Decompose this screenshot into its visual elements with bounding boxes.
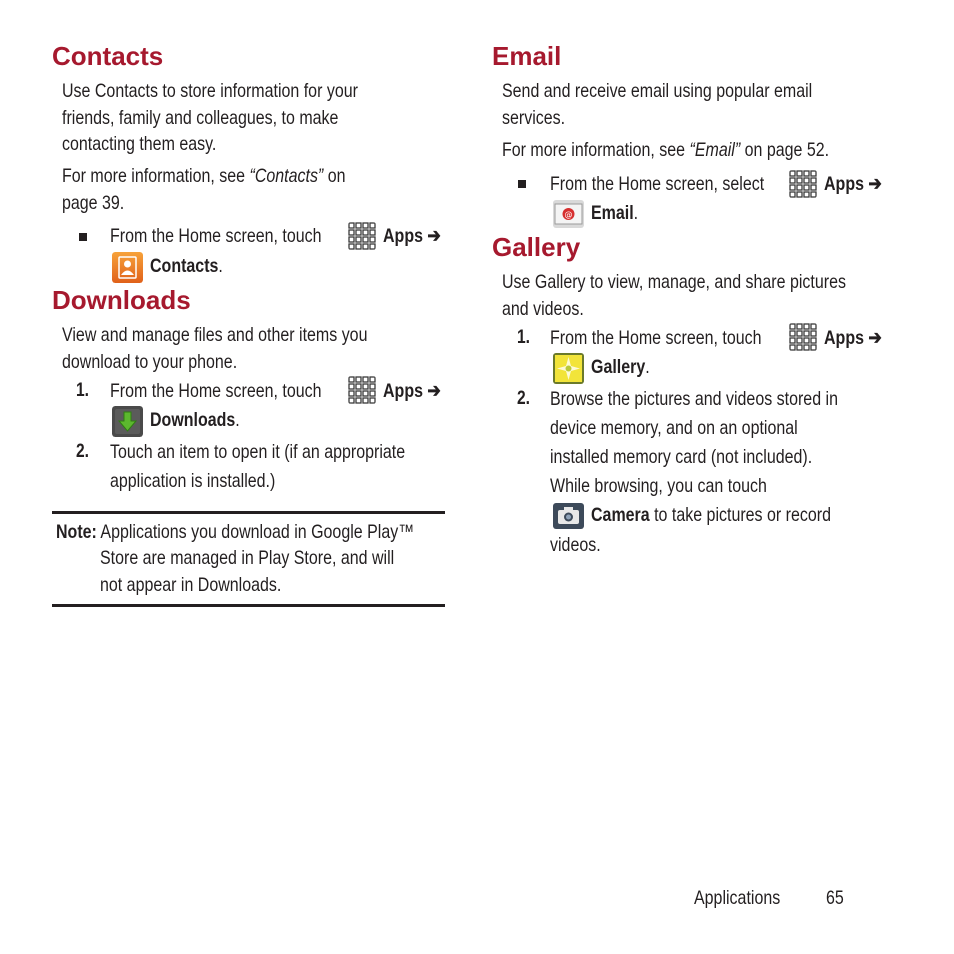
bullet — [79, 233, 87, 241]
apps-grid-icon — [789, 323, 817, 351]
footer-page-number: 65 — [826, 887, 844, 909]
gallery-intro-line: and videos. — [502, 298, 584, 320]
contacts-more-info — [62, 163, 346, 189]
apps-grid-icon — [348, 222, 376, 250]
period: . — [218, 255, 223, 277]
note-bottom-rule — [52, 604, 445, 607]
downloads-app-icon — [112, 406, 143, 437]
downloads-heading: Downloads — [52, 285, 191, 315]
camera-after: to take pictures or record — [649, 504, 831, 526]
apps-label: Apps ➔ — [383, 225, 441, 247]
email-target: Email — [591, 202, 634, 224]
apps-label: Apps ➔ — [383, 380, 441, 402]
downloads-target: Downloads — [150, 409, 236, 431]
email-intro-line: services. — [502, 107, 566, 129]
email-step: From the Home screen, select — [550, 173, 765, 195]
gallery-step2-line: While browsing, you can touch — [550, 475, 767, 497]
note-line3: not appear in Downloads. — [100, 574, 282, 596]
contacts-intro-line: contacting them easy. — [62, 133, 217, 155]
gallery-step-target — [591, 354, 650, 380]
step-number: 2. — [517, 388, 531, 409]
note-text: Applications you download in Google Play™ — [100, 521, 415, 543]
downloads-intro-line: download to your phone. — [62, 351, 238, 373]
camera-icon — [553, 503, 584, 529]
more-suffix: on page 52. — [740, 139, 830, 161]
email-heading: Email — [492, 41, 562, 71]
footer-section: Applications — [694, 887, 781, 909]
step-number: 1. — [517, 327, 531, 348]
gallery-step1: From the Home screen, touch — [550, 327, 762, 349]
note-line1 — [56, 519, 414, 545]
email-app-icon — [553, 200, 584, 228]
contacts-more-info-page: page 39. — [62, 192, 125, 214]
contacts-intro-line: Use Contacts to store information for your — [62, 80, 358, 102]
step-prefix: From the Home screen, touch — [110, 225, 322, 247]
apps-label: Apps ➔ — [824, 327, 882, 349]
contacts-step-target — [150, 253, 223, 279]
apps-grid-icon — [789, 170, 817, 198]
more-prefix: For more information, see — [62, 165, 250, 187]
email-page-link[interactable]: “Email” — [689, 139, 741, 161]
email-more-info — [502, 137, 829, 163]
gallery-step2-line: device memory, and on an optional — [550, 417, 798, 439]
downloads-step2-line: application is installed.) — [110, 470, 276, 492]
downloads-intro-line: View and manage files and other items you — [62, 324, 368, 346]
contacts-heading: Contacts — [52, 41, 164, 71]
period: . — [235, 409, 240, 431]
gallery-heading: Gallery — [492, 232, 581, 262]
apps-grid-icon — [348, 376, 376, 404]
step-number: 2. — [76, 441, 90, 462]
bullet — [518, 180, 526, 188]
contacts-step — [110, 223, 322, 249]
gallery-target: Gallery — [591, 356, 646, 378]
gallery-step2-line: installed memory card (not included). — [550, 446, 813, 468]
downloads-step2-line: Touch an item to open it (if an appropriate — [110, 441, 406, 463]
period: . — [645, 356, 650, 378]
email-step-target — [591, 200, 638, 226]
downloads-step-target — [150, 407, 240, 433]
contacts-target: Contacts — [150, 255, 219, 277]
email-intro-line: Send and receive email using popular email — [502, 80, 813, 102]
contacts-intro-line: friends, family and colleagues, to make — [62, 107, 339, 129]
gallery-intro-line: Use Gallery to view, manage, and share pictures — [502, 271, 846, 293]
gallery-step2-last: videos. — [550, 534, 601, 556]
gallery-camera-line — [591, 502, 831, 528]
note-top-rule — [52, 511, 445, 514]
gallery-app-icon — [553, 353, 584, 384]
period: . — [633, 202, 639, 224]
contacts-app-icon — [112, 252, 143, 283]
step-number: 1. — [76, 380, 90, 401]
more-prefix: For more information, see — [502, 139, 690, 161]
contacts-page-link[interactable]: “Contacts” — [249, 165, 324, 187]
note-label: Note: — [56, 521, 97, 543]
more-suffix: on — [323, 165, 346, 187]
apps-label: Apps ➔ — [824, 173, 882, 195]
note-line2: Store are managed in Play Store, and will — [100, 547, 395, 569]
downloads-step1: From the Home screen, touch — [110, 380, 322, 402]
camera-label: Camera — [591, 504, 650, 526]
gallery-step2-line: Browse the pictures and videos stored in — [550, 388, 838, 410]
svg-text:@: @ — [564, 210, 573, 219]
